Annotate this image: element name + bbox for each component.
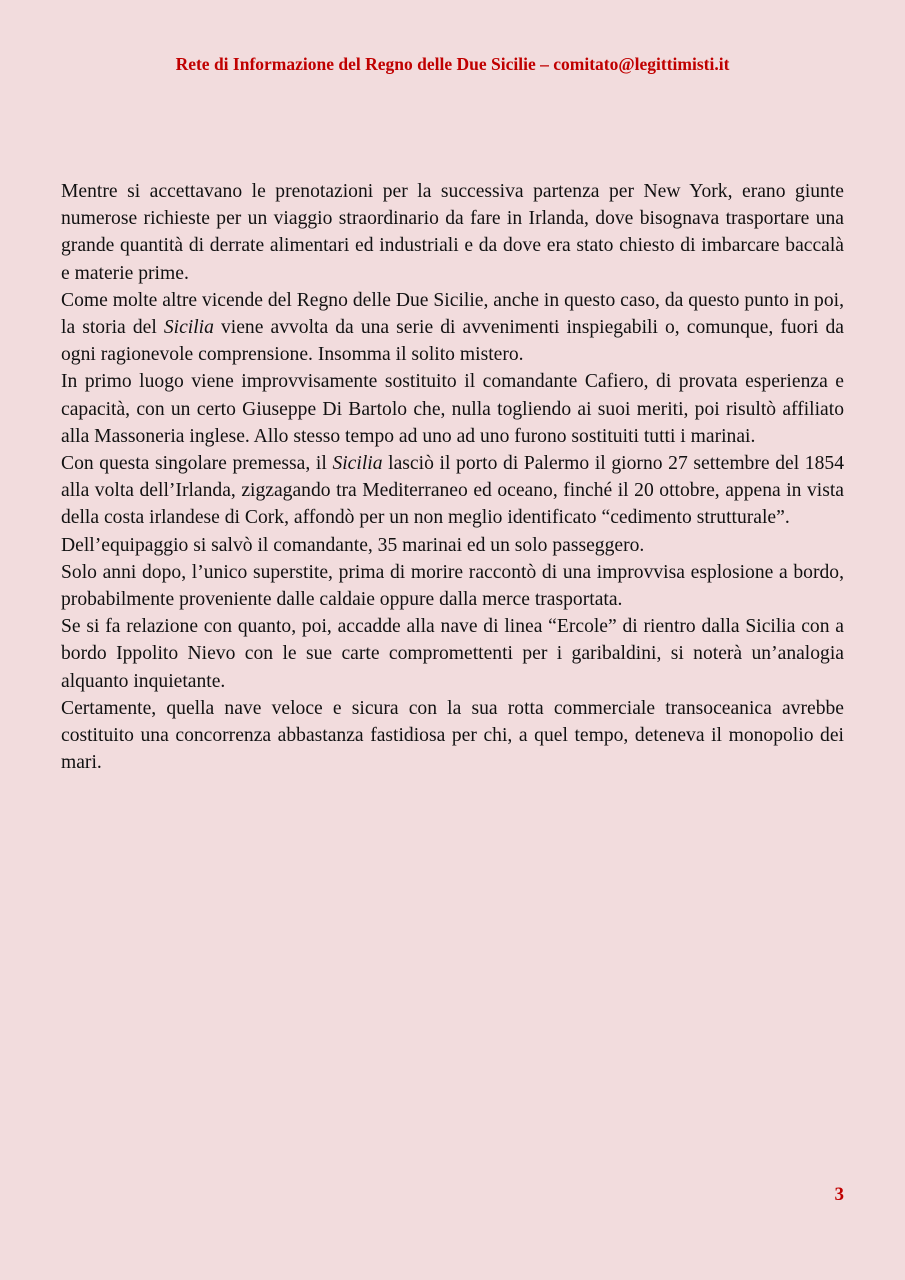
paragraph-text: Come molte altre vicende del Regno delle Due Sicilie, anche in questo caso, da questo punto in poi, la storia del <box>61 289 844 339</box>
paragraph-text: viene avvolta da una serie di avvenimenti inspiegabili o, comunque, fuori da ogni ragionevole comprensione. Insomma il solito mistero. <box>61 317 844 366</box>
document-body <box>61 178 844 776</box>
page-number: 3 <box>834 1184 844 1205</box>
paragraph: Certamente, quella nave veloce e sicura con la sua rotta commerciale transoceanica avrebbe costituito una concorrenza abbastanza fastidiosa per chi, a quel tempo, deteneva il monopolio dei mari. <box>61 697 844 774</box>
page-header: Rete di Informazione del Regno delle Due Sicilie – comitato@legittimisti.it <box>175 54 730 74</box>
ship-name-italic: Sicilia <box>163 317 214 339</box>
paragraph: Solo anni dopo, l’unico superstite, prima di morire raccontò di una improvvisa esplosione a bordo, probabilmente proveniente dalle caldaie oppure dalla merce trasportata. <box>61 561 844 611</box>
paragraph: Mentre si accettavano le prenotazioni per la successiva partenza per New York, erano giunte numerose richieste per un viaggio straordinario da fare in Irlanda, dove bisognava trasportare una grande quantità di derrate alimentari ed industriali e da dove era stato chiesto di imbarcare baccalà e materie prime. <box>61 181 844 284</box>
paragraph: Dell’equipaggio si salvò il comandante, 35 marinai ed un solo passeggero. <box>61 534 645 556</box>
paragraph <box>61 450 844 532</box>
paragraph <box>61 287 844 369</box>
paragraph-text: Con questa singolare premessa, il <box>61 453 333 475</box>
paragraph: In primo luogo viene improvvisamente sostituito il comandante Cafiero, di provata esperienza e capacità, con un certo Giuseppe Di Bartolo che, nulla togliendo ai suoi meriti, poi risultò affiliato alla Massoneria inglese. Allo stesso tempo ad uno ad uno furono sostituiti tutti i marinai. <box>61 371 844 447</box>
ship-name-italic: Sicilia <box>332 453 383 475</box>
paragraph-text: lasciò il porto di Palermo il giorno 27 settembre del 1854 alla volta dell’Irlanda, zigzagando tra Mediterraneo ed oceano, finché il 20 ottobre, appena in vista della costa irlandese di Cork, affondò per un non meglio identificato “cedimento strutturale”. <box>61 453 844 529</box>
paragraph: Se si fa relazione con quanto, poi, accadde alla nave di linea “Ercole” di rientro dalla Sicilia con a bordo Ippolito Nievo con le sue carte compromettenti per i garibaldini, si noterà un’analogia alquanto inquietante. <box>61 616 844 692</box>
